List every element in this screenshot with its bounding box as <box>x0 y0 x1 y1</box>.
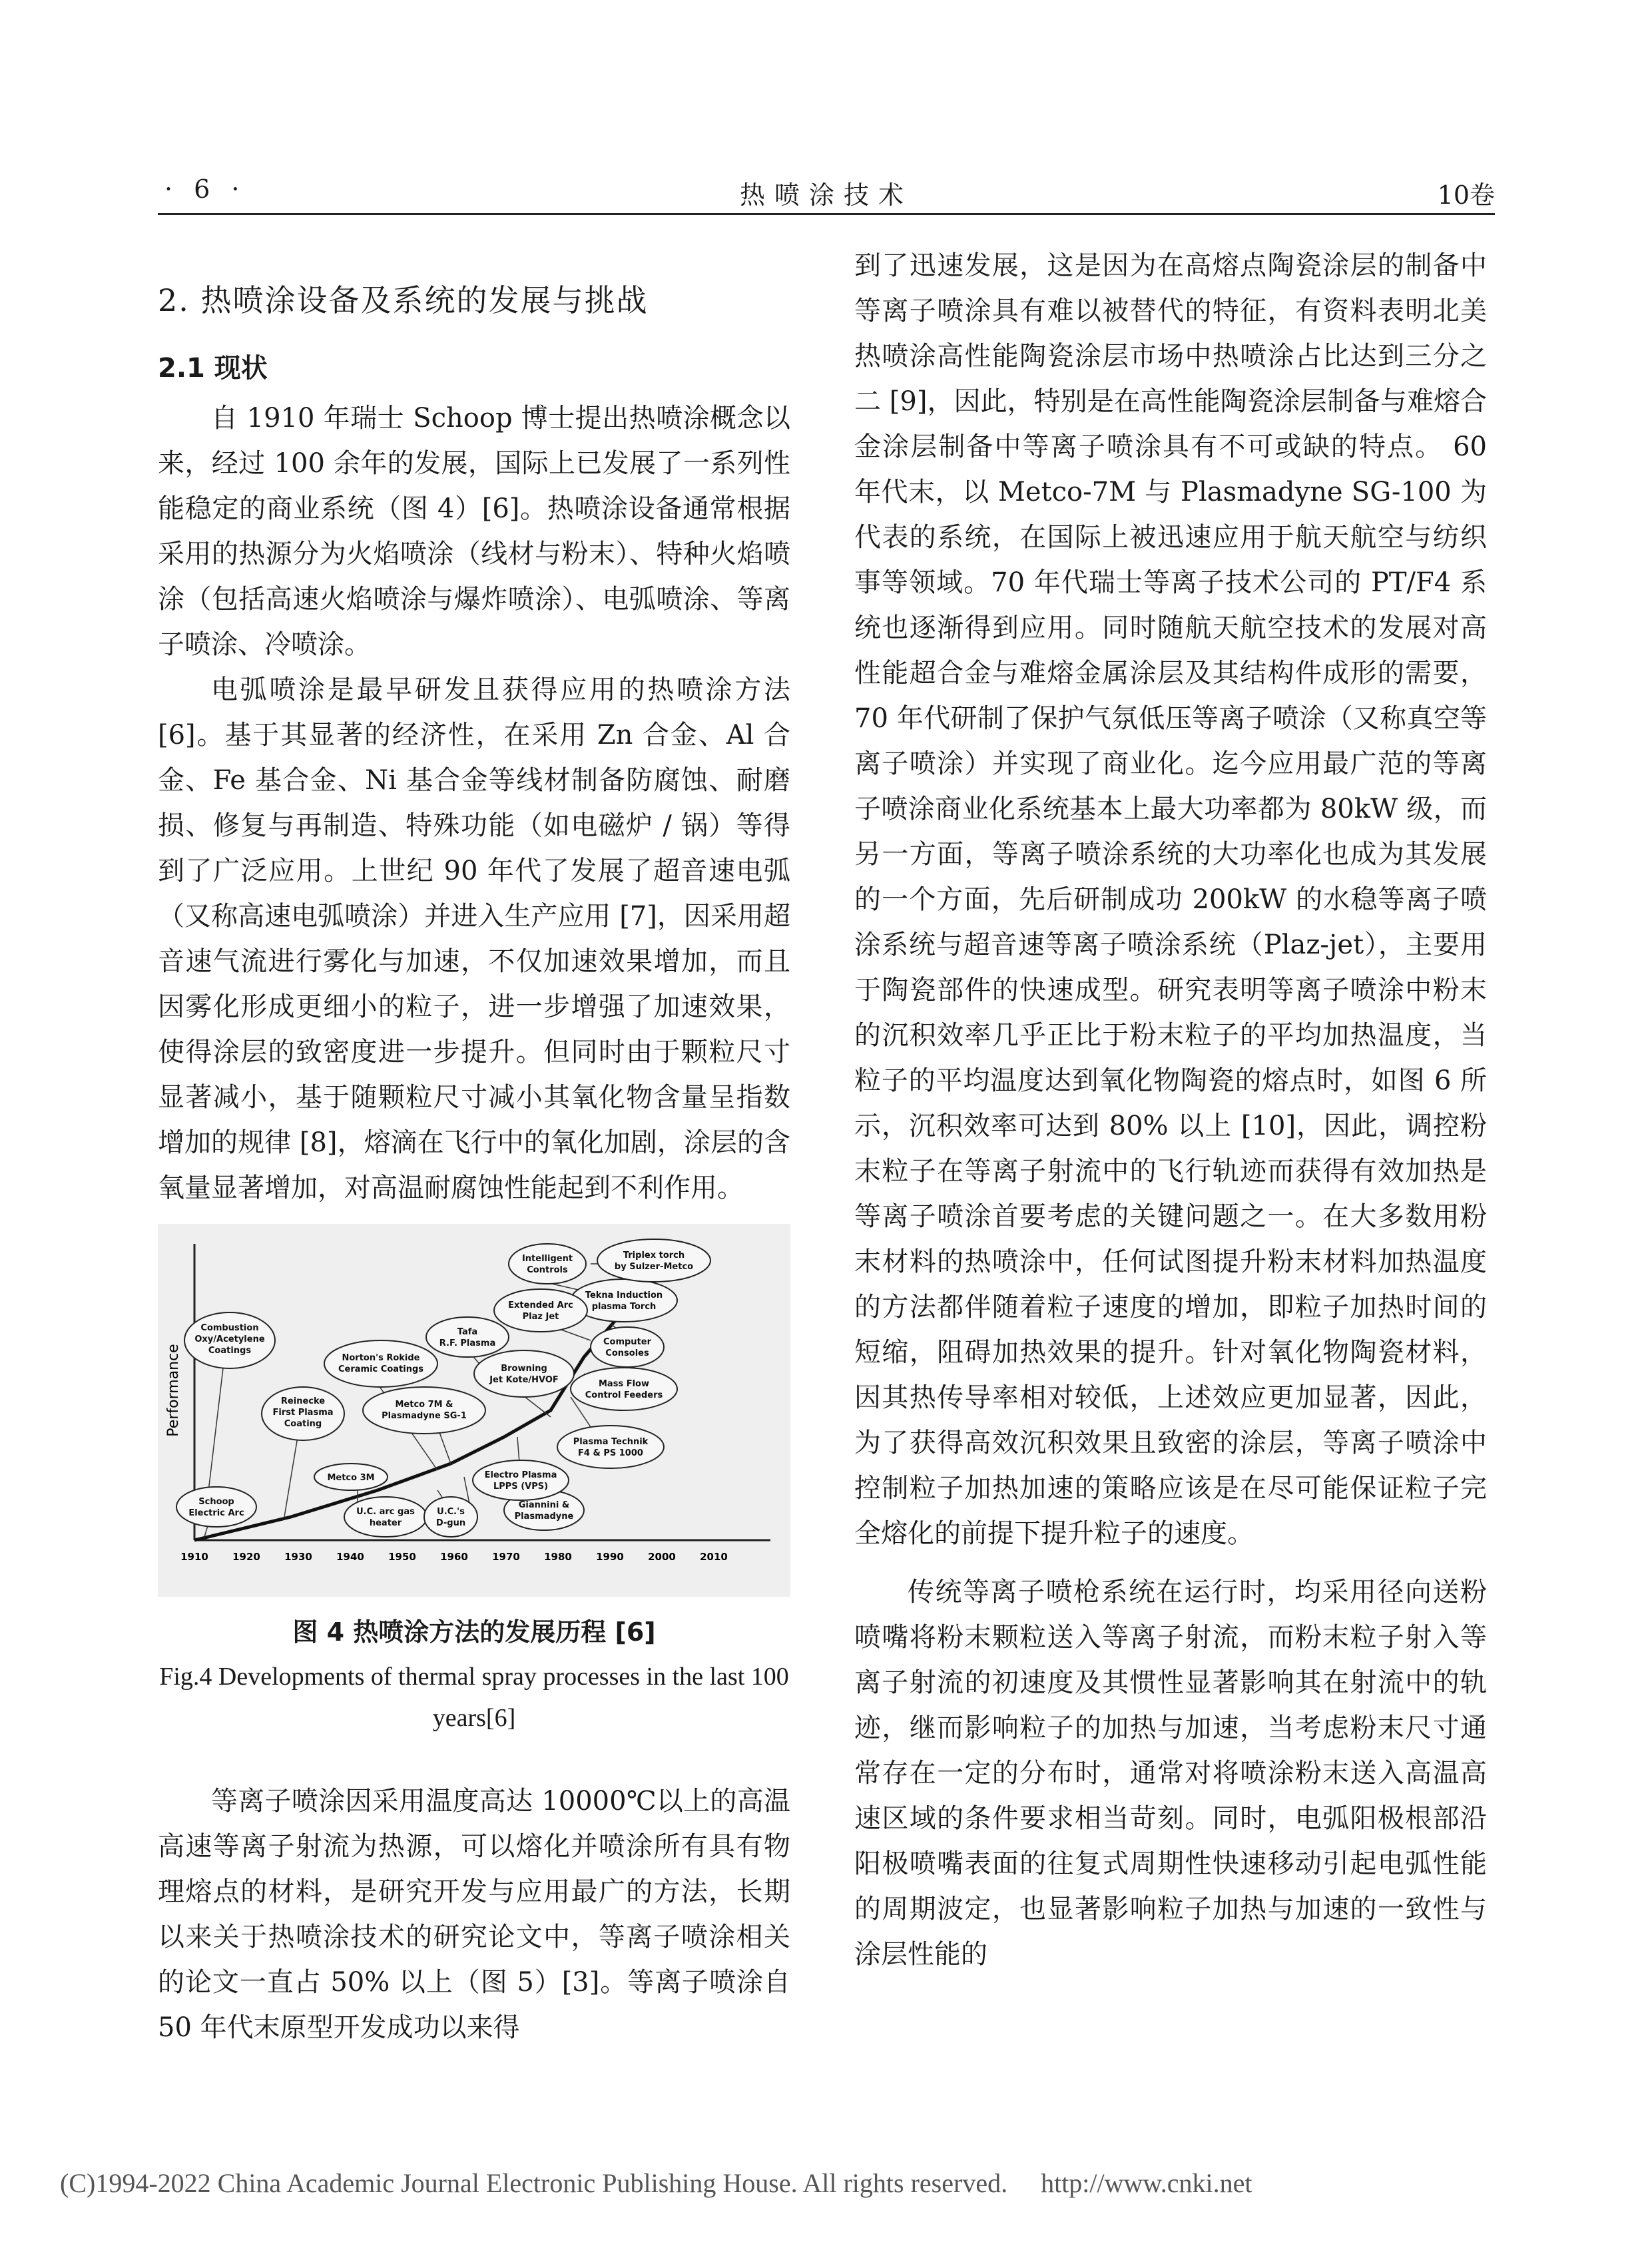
label-triplex-2: by Sulzer-Metco <box>614 1262 694 1272</box>
label-metco3m: Metco 3M <box>327 1473 375 1483</box>
label-electro-1: Electro Plasma <box>484 1470 557 1480</box>
label-massflow-1: Mass Flow <box>599 1379 649 1389</box>
right-paragraph-2: 传统等离子喷枪系统在运行时，均采用径向送粉喷嘴将粉末颗粒送入等离子射流，而粉末粒子射入等离子射流的初速度及其惯性显著影响其在射流中的轨迹，继而影响粒子的加热与加速，当考虑粉末尺寸通常存在一定的分布时，通常对将喷涂粉末送入高温高速区域的条件要求相当苛刻。同时，电弧阳极根部沿阳极喷嘴表面的往复式周期性快速移动引起电弧性能的周期波定，也显著影响粒子加热与加速的一致性与涂层性能的 <box>854 1577 1487 1970</box>
tick-1920: 1920 <box>232 1551 260 1563</box>
label-reinecke-3: Coating <box>284 1419 322 1429</box>
right-paragraph-1: 到了迅速发展，这是因为在高熔点陶瓷涂层的制备中等离子喷涂具有难以被替代的特征，有资料表明北美热喷涂高性能陶瓷涂层市场中热喷涂占比达到三分之二 [9]，因此，特别是在高性能陶瓷涂层制备与难熔合金涂层制备中等离子喷涂具有不可或缺的特点。 60 年代末，以 Metco-7M 与 Plasmadyne SG-100 为代表的系统，在国际上被迅速应用于航天航空与纺织事等领域。70 年代瑞士等离子技术公司的 PT/F4 系统也逐渐得到应用。同时随航天航空技术的发展对高性能超合金与难熔金属涂层及其结构件成形的需要，70 年代研制了保护气氛低压等离子喷涂（又称真空等离子喷涂）并实现了商业化。迄今应用最广范的等离子喷涂商业化系统基本上最大功率都为 80kW 级，而另一方面，等离子喷涂系统的大功率化也成为其发展的一个方面，先后研制成功 200kW 的水稳等离子喷涂系统与超音速等离子喷涂系统（Plaz-jet），主要用于陶瓷部件的快速成型。研究表明等离子喷涂中粉末的沉积效率几乎正比于粉末粒子的平均加热温度，当粒子的平均温度达到氧化物陶瓷的熔点时，如图 6 所示，沉积效率可达到 80% 以上 [10]，因此，调控粉末粒子在等离子射流中的飞行轨迹而获得有效加热是等离子喷涂首要考虑的关键问题之一。在大多数用粉末材料的热喷涂中，任何试图提升粉末材料加热温度的方法都伴随着粒子速度的增加，即粒子加热时间的短缩，阻碍加热效果的提升。针对氧化物陶瓷材料，因其热传导率相对较低，上述效应更加显著，因此，为了获得高效沉积效果且致密的涂层，等离子喷涂中控制粒子加热加速的策略应该是在尽可能保证粒子完全熔化的前提下提升粒子的速度。 <box>854 250 1487 1549</box>
label-combustion-2: Oxy/Acetylene <box>194 1334 265 1344</box>
bubble-nortons <box>324 1340 437 1387</box>
bubble-ucarc <box>344 1497 427 1537</box>
label-extended-2: Plaz Jet <box>522 1312 559 1322</box>
tick-1940: 1940 <box>336 1551 364 1563</box>
bubble-triplex <box>597 1239 710 1282</box>
bubble-computer <box>591 1327 664 1367</box>
label-giannini-2: Plasmadyne <box>514 1512 574 1522</box>
bubble-extended <box>494 1289 587 1332</box>
label-computer-2: Consoles <box>605 1348 649 1358</box>
timeline-diagram <box>158 1224 790 1597</box>
page-number: · 6 · <box>164 174 246 204</box>
y-axis-label: Performance <box>165 1344 182 1437</box>
label-browning-1: Browning <box>501 1364 547 1374</box>
label-extended-1: Extended Arc <box>508 1300 573 1310</box>
spacer <box>158 1739 790 1779</box>
figure-caption-en: Fig.4 Developments of thermal spray processes in the last 100 years[6] <box>159 1663 789 1732</box>
label-reinecke-2: First Plasma <box>272 1408 334 1418</box>
label-metco7m-2: Plasmadyne SG-1 <box>382 1411 467 1421</box>
label-massflow-2: Control Feeders <box>585 1390 663 1400</box>
tick-1960: 1960 <box>440 1551 468 1563</box>
left-paragraph-2: 电弧喷涂是最早研发且获得应用的热喷涂方法 [6]。基于其显著的经济性，在采用 Zn 合金、Al 合金、Fe 基合金、Ni 基合金等线材制备防腐蚀、耐磨损、修复与再制造、特殊功能（如电磁炉 / 锅）等得到了广泛应用。上世纪 90 年代了发展了超音速电弧（又称高速电弧喷涂）并进入生产应用 [7]，因采用超音速气流进行雾化与加速，不仅加速效果增加，而且因雾化形成更细小的粒子，进一步增强了加速效果，使得涂层的致密度进一步提升。但同时由于颗粒尺寸显著减小，基于随颗粒尺寸减小其氧化物含量呈指数增加的规律 [8]，熔滴在飞行中的氧化加剧，涂层的含氧量显著增加，对高温耐腐蚀性能起到不利作用。 <box>158 675 790 1203</box>
label-ucarc-2: heater <box>369 1518 402 1528</box>
label-intelligent-1: Intelligent <box>521 1254 573 1264</box>
label-tafa-2: R.F. Plasma <box>439 1338 496 1348</box>
bubble-schoop <box>176 1487 256 1527</box>
bubble-metco7m <box>363 1387 485 1434</box>
label-reinecke-1: Reinecke <box>280 1396 326 1406</box>
label-plasmatechnik-1: Plasma Technik <box>573 1437 649 1447</box>
label-browning-2: Jet Kote/HVOF <box>489 1375 559 1385</box>
bubble-electro <box>473 1460 569 1500</box>
volume-label: 10卷 <box>1437 180 1495 210</box>
tick-1910: 1910 <box>180 1551 208 1563</box>
left-paragraph-1: 自 1910 年瑞士 Schoop 博士提出热喷涂概念以来，经过 100 余年的发展，国际上已发展了一系列性能稳定的商业系统（图 4）[6]。热喷涂设备通常根据采用的热源分为火焰喷涂（线材与粉末）、特种火焰喷涂（包括高速火焰喷涂与爆炸喷涂）、电弧喷涂、等离子喷涂、冷喷涂。 <box>158 403 790 660</box>
tick-1930: 1930 <box>284 1551 312 1563</box>
label-intelligent-2: Controls <box>527 1265 568 1275</box>
label-tekna-1: Tekna Induction <box>585 1290 663 1300</box>
figure-4 <box>158 1224 790 1597</box>
bubble-browning <box>474 1350 574 1397</box>
bubble-ucdgun <box>424 1497 477 1537</box>
label-schoop-2: Electric Arc <box>188 1508 244 1518</box>
x-tick-labels <box>180 1551 728 1563</box>
bubble-intelligent <box>509 1244 586 1284</box>
label-tekna-2: plasma Torch <box>591 1302 657 1312</box>
left-paragraph-3: 等离子喷涂因采用温度高达 10000℃以上的高温高速等离子射流为热源，可以熔化并喷涂所有具有物理熔点的材料，是研究开发与应用最广的方法，长期以来关于热喷涂技术的研究论文中，等离子喷涂相关的论文一直占 50% 以上（图 5）[3]。等离子喷涂自 50 年代末原型开发成功以来得 <box>158 1786 790 2043</box>
label-electro-2: LPPS (VPS) <box>493 1482 549 1492</box>
label-tafa-1: Tafa <box>457 1327 478 1337</box>
bubble-plasmatechnik <box>557 1426 664 1468</box>
label-triplex-1: Triplex torch <box>623 1251 685 1261</box>
label-ucdgun-1: U.C.'s <box>437 1507 465 1517</box>
bubble-massflow <box>571 1368 677 1410</box>
page-footer <box>60 2167 1591 2199</box>
tick-2000: 2000 <box>648 1551 676 1563</box>
figure-caption-zh: 图 4 热喷涂方法的发展历程 [6] <box>292 1617 656 1647</box>
page-header <box>158 174 1495 212</box>
copyright-text: (C)1994-2022 China Academic Journal Electronic Publishing House. All rights reserved. <box>60 2168 1008 2198</box>
label-plasmatechnik-2: F4 & PS 1000 <box>578 1448 643 1458</box>
label-computer-1: Computer <box>603 1337 652 1347</box>
label-ucarc-1: U.C. arc gas <box>356 1507 415 1517</box>
label-combustion-3: Coatings <box>208 1346 252 1356</box>
tick-2010: 2010 <box>700 1551 728 1563</box>
label-nortons-2: Ceramic Coatings <box>338 1364 423 1374</box>
label-giannini-1: Giannini & <box>518 1500 570 1510</box>
bubble-tafa <box>426 1317 509 1357</box>
footer-url[interactable]: http://www.cnki.net <box>1041 2168 1252 2198</box>
label-nortons-1: Norton's Rokide <box>342 1353 420 1363</box>
label-schoop-1: Schoop <box>198 1497 234 1507</box>
subsection-title: 2.1 现状 <box>158 353 268 384</box>
journal-title: 热喷涂技术 <box>739 180 913 210</box>
tick-1950: 1950 <box>388 1551 416 1563</box>
header-rule <box>158 213 1495 215</box>
tick-1980: 1980 <box>544 1551 572 1563</box>
label-combustion-1: Combustion <box>200 1323 259 1333</box>
tick-1970: 1970 <box>492 1551 520 1563</box>
left-column <box>158 243 790 2050</box>
right-column <box>854 243 1487 1977</box>
tick-1990: 1990 <box>596 1551 624 1563</box>
label-ucdgun-2: D-gun <box>435 1518 466 1528</box>
section-title: 2. 热喷涂设备及系统的发展与挑战 <box>158 282 649 318</box>
label-metco7m-1: Metco 7M & <box>395 1400 453 1410</box>
